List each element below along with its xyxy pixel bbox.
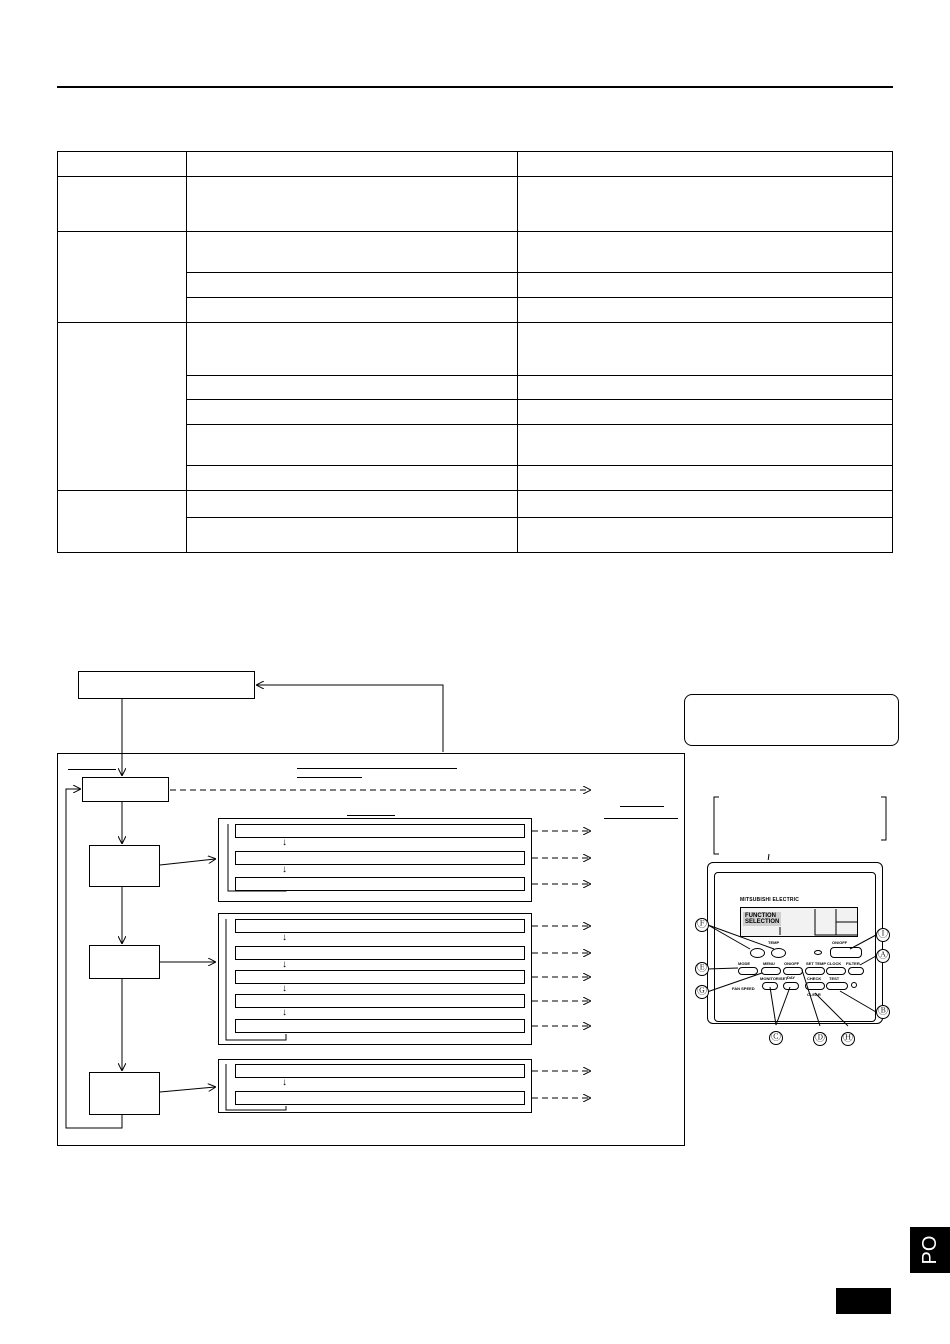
- heading-underline: [620, 806, 664, 807]
- heading-underline: [68, 769, 116, 770]
- note-box: [684, 694, 899, 746]
- check-label: CHECK: [807, 976, 822, 981]
- heading-underline: [347, 815, 395, 816]
- option-item-bar: [235, 970, 525, 984]
- brand-logo: MITSUBISHI ELECTRIC: [740, 897, 800, 903]
- option-item-bar: [235, 1091, 525, 1105]
- monitor-set-label: MONITOR/SET: [760, 976, 788, 981]
- page-number-box: [836, 1288, 891, 1314]
- flow-step-box: [82, 777, 169, 802]
- callout-a: Ⓐ: [878, 950, 888, 961]
- down-arrow-icon: ↓: [282, 1077, 287, 1088]
- flow-step-box: [89, 945, 160, 979]
- flow-step-box: [89, 845, 160, 887]
- heading-underline: [297, 777, 362, 778]
- down-arrow-icon: ↓: [282, 864, 287, 875]
- fan-speed-label: FAN SPEED: [732, 986, 755, 991]
- option-item-bar: [235, 919, 525, 933]
- option-item-bar: [235, 994, 525, 1008]
- option-item-bar: [235, 851, 525, 865]
- option-item-bar: [235, 824, 525, 838]
- language-tab: [910, 1227, 950, 1273]
- option-item-bar: [235, 877, 525, 891]
- callout-b: Ⓑ: [878, 1006, 888, 1017]
- callout-h: Ⓗ: [843, 1033, 853, 1044]
- timer-onoff-label: ON/OFF: [784, 961, 800, 966]
- down-arrow-icon: ↓: [282, 932, 287, 943]
- timer-menu-label: MENU: [763, 961, 775, 966]
- callout-g: Ⓖ: [697, 986, 707, 997]
- callout-d: Ⓓ: [815, 1033, 825, 1044]
- heading-underline: [297, 768, 457, 769]
- clear-label: CLEAR: [807, 992, 821, 997]
- down-arrow-icon: ↓: [282, 837, 287, 848]
- option-item-bar: [235, 1064, 525, 1078]
- lcd-function-selection: FUNCTION SELECTION: [745, 913, 780, 925]
- mode-label: MODE: [738, 961, 750, 966]
- flow-start-box: [78, 671, 255, 699]
- callout-f: Ⓕ: [697, 919, 707, 930]
- callout-c: Ⓒ: [771, 1032, 781, 1043]
- option-item-bar: [235, 1019, 525, 1033]
- down-arrow-icon: ↓: [282, 959, 287, 970]
- down-arrow-icon: ↓: [282, 983, 287, 994]
- callout-i: Ⓘ: [878, 929, 888, 940]
- filter-label: FILTER: [846, 961, 860, 966]
- callout-e: Ⓔ: [697, 963, 707, 974]
- set-temp-label: SET TEMP: [806, 961, 827, 966]
- test-label: TEST: [829, 976, 840, 981]
- option-item-bar: [235, 946, 525, 960]
- day-label: DAY: [787, 975, 796, 980]
- onoff-label: ON/OFF: [832, 940, 848, 945]
- heading-underline: [604, 818, 678, 819]
- down-arrow-icon: ↓: [282, 1007, 287, 1018]
- flow-step-box: [89, 1072, 160, 1115]
- callout-leaders: [690, 915, 890, 1045]
- temp-label: TEMP: [768, 940, 780, 945]
- language-tab-label: PO: [919, 1235, 941, 1265]
- clock-label: CLOCK: [827, 961, 842, 966]
- lcd-note-bracket: [705, 790, 895, 860]
